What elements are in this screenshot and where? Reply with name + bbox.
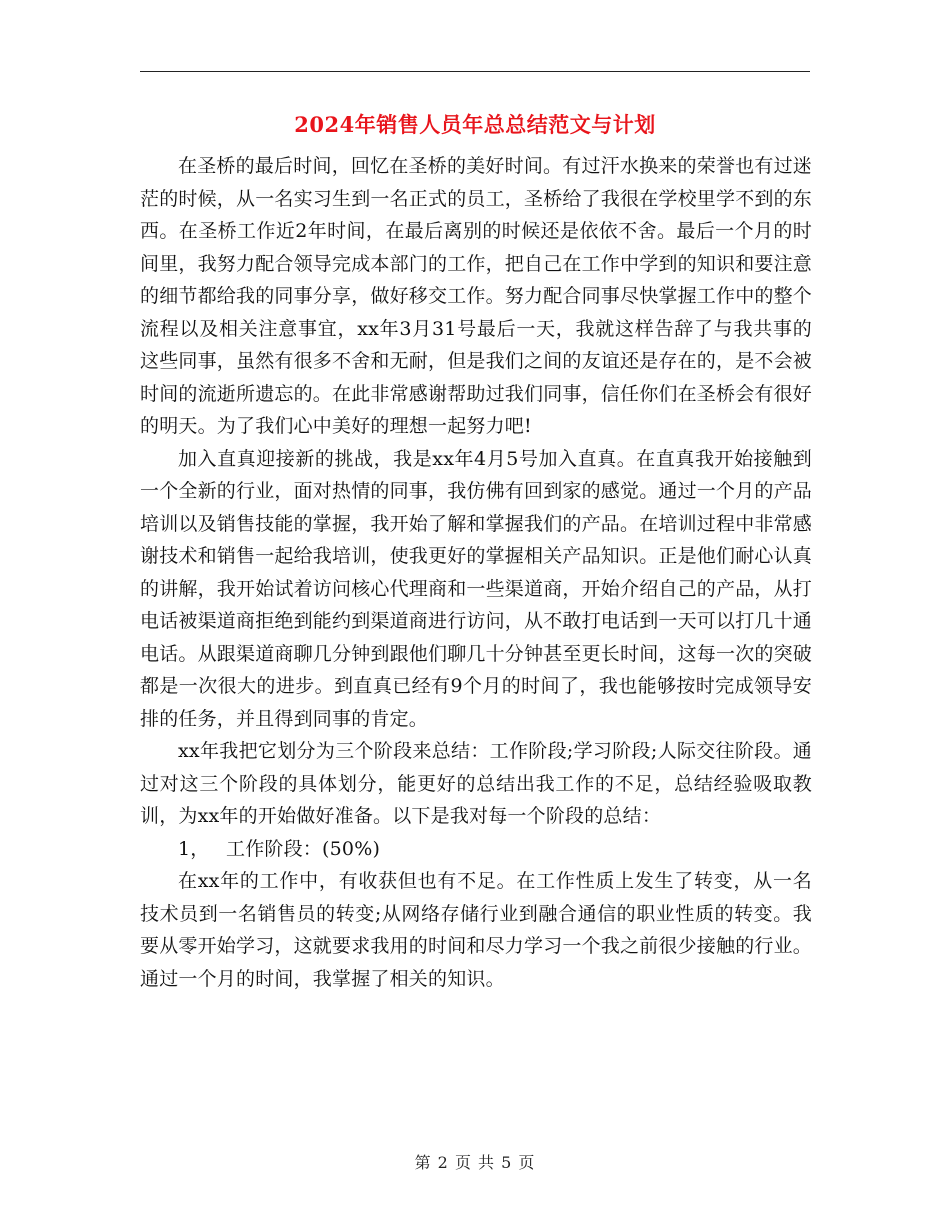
list-item-work-stage xyxy=(140,833,812,866)
paragraph-summary-intro: xx年我把它划分为三个阶段来总结：工作阶段;学习阶段;人际交往阶段。通过对这三个阶段的具体划分，能更好的总结出我工作的不足，总结经验吸取教训，为xx年的开始做好准备。以下是我对每一个阶段的总结： xyxy=(140,740,812,827)
page-number-footer: 第 2 页 共 5 页 xyxy=(414,1153,536,1172)
paragraph-farewell: 在圣桥的最后时间，回忆在圣桥的美好时间。有过汗水换来的荣誉也有过迷茫的时候，从一名实习生到一名正式的员工，圣桥给了我很在学校里学不到的东西。在圣桥工作近2年时间，在最后离别的时候还是依依不舍。最后一个月的时间里，我努力配合领导完成本部门的工作，把自己在工作中学到的知识和要注意的细节都给我的同事分享，做好移交工作。努力配合同事尽快掌握工作中的整个流程以及相关注意事宜，xx年3月31号最后一天，我就这样告辞了与我共事的这些同事，虽然有很多不舍和无耐，但是我们之间的友谊还是存在的，是不会被时间的流逝所遗忘的。在此非常感谢帮助过我们同事，信任你们在圣桥会有很好的明天。为了我们心中美好的理想一起努力吧! xyxy=(140,155,813,437)
list-item-number: 1， xyxy=(178,837,210,860)
paragraph-work-stage: 在xx年的工作中，有收获但也有不足。在工作性质上发生了转变，从一名技术员到一名销售员的转变;从网络存储行业到融合通信的职业性质的转变。我要从零开始学习，这就要求我用的时间和尽力学习一个我之前很少接触的行业。通过一个月的时间，我掌握了相关的知识。 xyxy=(140,870,813,990)
paragraph-new-job: 加入直真迎接新的挑战，我是xx年4月5号加入直真。在直真我开始接触到一个全新的行业，面对热情的同事，我仿佛有回到家的感觉。通过一个月的产品培训以及销售技能的掌握，我开始了解和掌握我们的产品。在培训过程中非常感谢技术和销售一起给我培训，使我更好的掌握相关产品知识。正是他们耐心认真的讲解，我开始试着访问核心代理商和一些渠道商，开始介绍自己的产品，从打电话被渠道商拒绝到能约到渠道商进行访问，从不敢打电话到一天可以打几十通电话。从跟渠道商聊几分钟到跟他们聊几十分钟甚至更长时间，这每一次的突破都是一次很大的进步。到直真已经有9个月的时间了，我也能够按时完成领导安排的任务，并且得到同事的肯定。 xyxy=(140,447,813,730)
list-item-label: 工作阶段：(50%) xyxy=(226,837,381,860)
header-rule xyxy=(140,71,810,72)
document-title: 2024年销售人员年总总结范文与计划 xyxy=(294,112,656,137)
document-body xyxy=(140,150,812,995)
